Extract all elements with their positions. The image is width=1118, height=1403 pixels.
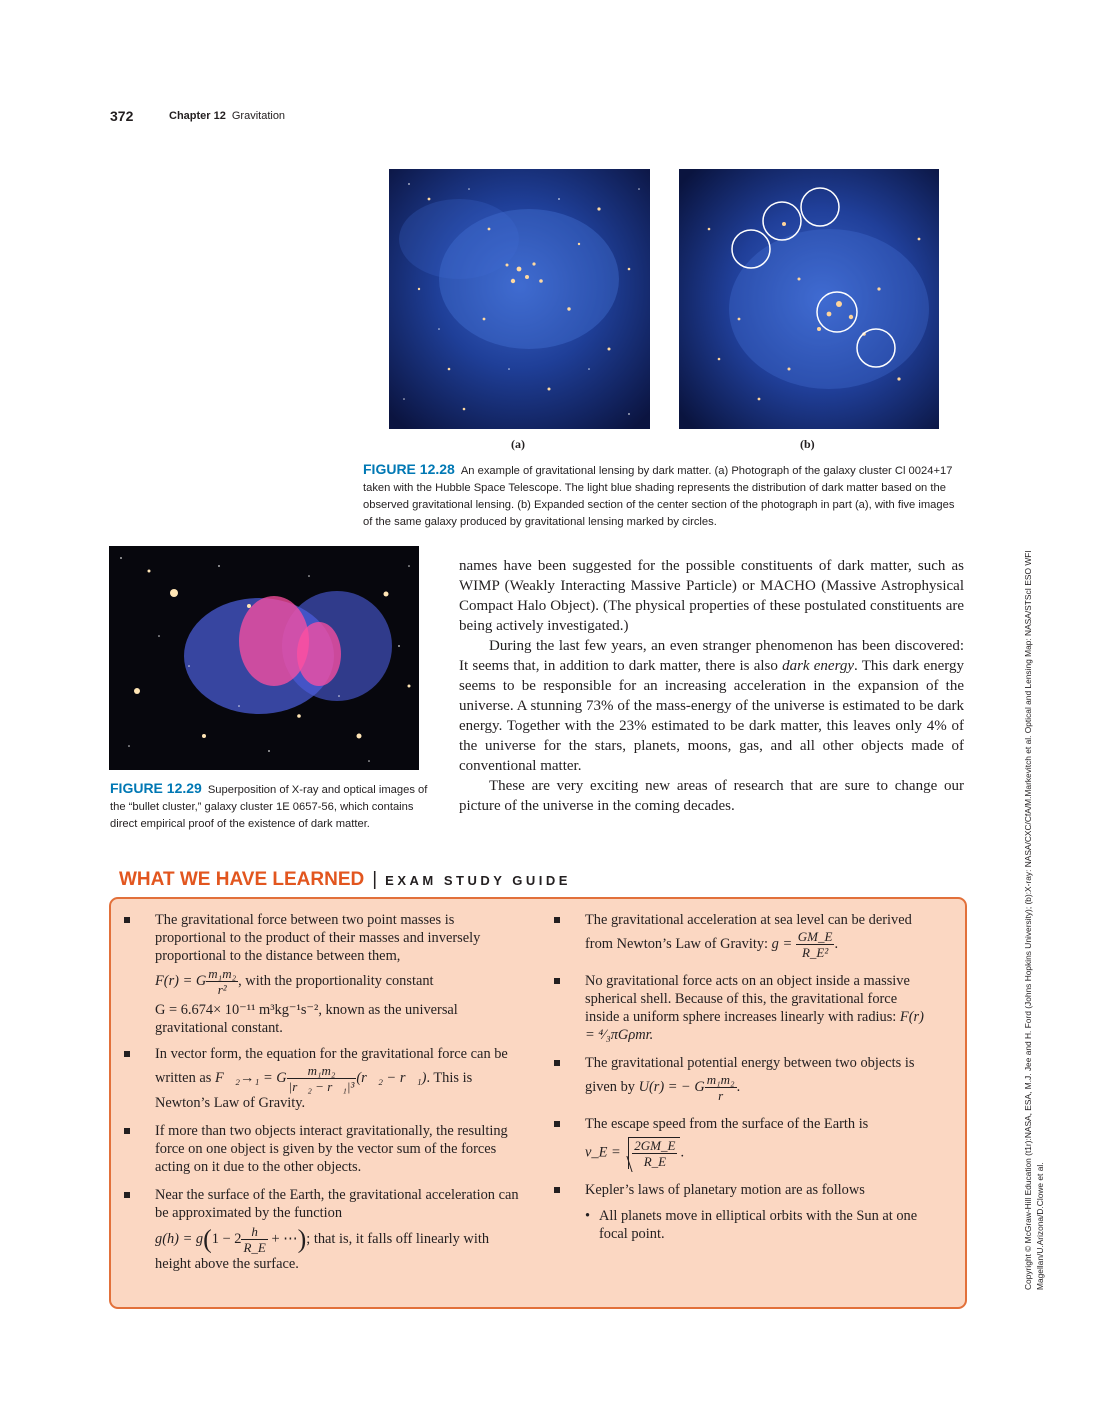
figure-12-28a-photo: [389, 169, 650, 429]
page-number: 372: [110, 108, 134, 124]
heading-divider: |: [372, 869, 378, 890]
guide-item: The escape speed from the surface of the Earth is v_E = $\frac{2GM\_E}{R\_E}$ .: [585, 1115, 935, 1169]
equation: U(r) = − G: [638, 1078, 705, 1095]
equation: F(r) = ⁴⁄₃πGρmr.: [585, 1009, 924, 1043]
figure-12-28-caption: [363, 461, 965, 531]
body-text: [459, 556, 964, 816]
fraction-numerator: 2GM_E: [634, 1138, 676, 1153]
study-guide-title: WHAT WE HAVE LEARNED: [119, 869, 365, 890]
figure-12-29-caption: [110, 780, 440, 833]
dark-energy-term: dark energy: [782, 658, 855, 674]
guide-text: The gravitational potential energy between two objects is given by: [585, 1055, 915, 1095]
paragraph-2: [459, 636, 964, 776]
bullet-marker: [124, 1128, 130, 1134]
sub-bullet-marker: •: [585, 1208, 591, 1224]
open-paren: (: [203, 1224, 212, 1254]
paragraph-1: names have been suggested for the possible constituents of dark matter, such as WIMP (Weakly Interacting Massive Particle) or MACHO (Massive Astrophysical Compact Halo Object). (The physical properties of these postulated constituents are being actively investigated.): [459, 558, 964, 634]
fraction-numerator: GM_E: [797, 929, 833, 944]
fraction-denominator: R_E: [643, 1154, 667, 1169]
guide-text: . This is Newton’s Law of Gravity.: [155, 1069, 473, 1111]
bullet-marker: [554, 917, 560, 923]
guide-text: The gravitational acceleration at sea level can be derived from Newton’s Law of Gravity:: [585, 912, 912, 952]
guide-text: The escape speed from the surface of the Earth is: [585, 1116, 869, 1132]
fraction-numerator: m₁m₂: [287, 1063, 357, 1079]
equation: g =: [771, 935, 793, 952]
guide-text: All planets move in elliptical orbits with the Sun at one focal point.: [599, 1208, 918, 1242]
guide-item: [155, 1186, 525, 1273]
chapter-number: Chapter 12: [169, 110, 226, 122]
photo-credit-line-2: Magellan/U.Arizona/D.Clowe et al.: [1035, 1162, 1045, 1290]
bullet-marker: [124, 1192, 130, 1198]
guide-item: The gravitational acceleration at sea level can be derived from Newton’s Law of Gravity: g = $\frac{GM\_E}{\text{R\_E²}}$ .: [585, 911, 935, 960]
study-guide-subtitle: EXAM STUDY GUIDE: [385, 873, 571, 888]
figure-12-28a-label: (a): [511, 437, 525, 451]
fraction-numerator: m₁m₂: [208, 966, 237, 981]
guide-text: If more than two objects interact gravitationally, the resulting force on one object is given by the vector sum of the forces acting on it due to the other objects.: [155, 1123, 508, 1175]
equation: + ⋯: [271, 1230, 298, 1247]
fraction: [241, 1224, 267, 1255]
chapter-label: [169, 110, 285, 122]
photo-credit-line-1: Copyright © McGraw-Hill Education (t1r):NASA, ESA, M.J. Jee and H. Ford (Johns Hopkins University); (b):X-ray: NASA/CXC/CfA/M.Markevitch et al. Optical and Lensing Map: NASA/STScI ESO WFI: [1023, 550, 1033, 1290]
fraction-numerator: m₁m₂: [706, 1072, 735, 1087]
fraction-denominator: R_E: [243, 1240, 266, 1255]
equation: g(h) = g: [155, 1230, 204, 1247]
figure-12-28b-photo: [679, 169, 939, 429]
figure-12-28b-label: (b): [800, 437, 815, 451]
guide-text: Near the surface of the Earth, the gravitational acceleration can be approximated by the function: [155, 1187, 519, 1221]
bullet-marker: [124, 917, 130, 923]
fraction: [632, 1138, 677, 1169]
paragraph-3: These are very exciting new areas of research that are sure to change our picture of the universe in the coming decades.: [459, 778, 964, 814]
equation: (r⃗₂ − r⃗₁): [356, 1069, 427, 1086]
guide-text: , with the proportionality constant: [238, 972, 434, 989]
fraction: [705, 1072, 737, 1103]
figure-12-29-caption-text: Superposition of X-ray and optical images of the “bullet cluster,” galaxy cluster 1E 0657-56, which contains direct empirical proof of the existence of dark matter.: [110, 784, 428, 830]
equation: 1 − 2: [211, 1230, 242, 1247]
guide-text: Kepler’s laws of planetary motion are as follows: [585, 1182, 865, 1198]
figure-12-29-photo: [109, 546, 419, 770]
guide-item: [155, 1122, 525, 1176]
guide-text: ; that is, it falls off linearly with height above the surface.: [155, 1230, 490, 1272]
equation: F⃗₂→₁ = G: [214, 1069, 287, 1086]
bullet-marker: [554, 1187, 560, 1193]
figure-12-29-tag: FIGURE 12.29: [110, 780, 202, 796]
guide-text: The gravitational force between two point masses is proportional to the product of their masses and inversely proportional to the distance between them,: [155, 912, 481, 964]
fraction-denominator: r²: [217, 982, 227, 997]
guide-item: [155, 911, 525, 1037]
bullet-marker: [554, 1121, 560, 1127]
guide-item: The gravitational potential energy between two objects is given by U(r) = − G $\frac{\text{m₁m₂}}{r}$ .: [585, 1054, 935, 1103]
paragraph-2-start: During the last few years, an even stranger phenomenon has been discovered: It seems that, in addition to dark matter, there is also: [459, 638, 964, 674]
fraction-denominator: r: [718, 1088, 724, 1103]
study-guide-right-column: [585, 911, 935, 1243]
fraction-numerator: h: [241, 1224, 267, 1240]
close-paren: ): [297, 1224, 307, 1254]
square-root: [628, 1137, 680, 1169]
guide-sub-item: [585, 1207, 935, 1243]
bullet-marker: [554, 978, 560, 984]
fraction-denominator: R_E²: [801, 945, 829, 960]
guide-item: [155, 1045, 525, 1112]
chapter-title: Gravitation: [231, 110, 286, 122]
study-guide-heading: [119, 869, 571, 891]
figure-12-28-caption-text: An example of gravitational lensing by dark matter. (a) Photograph of the galaxy cluster Cl 0024+17 taken with the Hubble Space Telescope. The light blue shading represents the distribution of dark matter based on the observed gravitational lensing. (b) Expanded section of the center section of the photograph in part (a), with five images of the same galaxy produced by gravitational lensing marked by circles.: [363, 465, 955, 528]
gravitational-constant: G = 6.674× 10⁻¹¹ m³kg⁻¹s⁻²: [155, 1002, 319, 1018]
study-guide-box: [109, 897, 967, 1309]
paragraph-2-end: . This dark energy seems to be responsible for an increasing acceleration in the expansion of the universe. A stunning 73% of the mass-energy of the universe is estimated to be dark energy. Together with the 23% estimated to be dark matter, this leaves only 4% of the universe for the stars, planets, moons, gas, and all other objects made of conventional matter.: [459, 658, 965, 774]
fraction: [796, 929, 835, 960]
guide-text: In vector form, the equation for the gravitational force can be written as: [155, 1046, 508, 1086]
bullet-marker: [554, 1060, 560, 1066]
figure-12-28-tag: FIGURE 12.28: [363, 461, 455, 477]
fraction: [287, 1063, 357, 1094]
equation: v_E =: [585, 1144, 621, 1161]
guide-text: No gravitational force acts on an object inside a massive spherical shell. Because of this, the gravitational force inside a uniform sphere increases linearly with radius:: [585, 973, 910, 1025]
photo-credit: [1022, 430, 1046, 1290]
guide-text: , known as the universal gravitational constant.: [155, 1002, 458, 1036]
bullet-marker: [124, 1051, 130, 1057]
fraction: [206, 966, 238, 997]
guide-item: [585, 1181, 935, 1243]
guide-item: [585, 972, 935, 1044]
study-guide-left-column: [155, 911, 525, 1273]
equation: F(r) = G: [155, 972, 207, 989]
fraction-denominator: |r⃗₂ − r⃗₁|³: [288, 1079, 355, 1094]
